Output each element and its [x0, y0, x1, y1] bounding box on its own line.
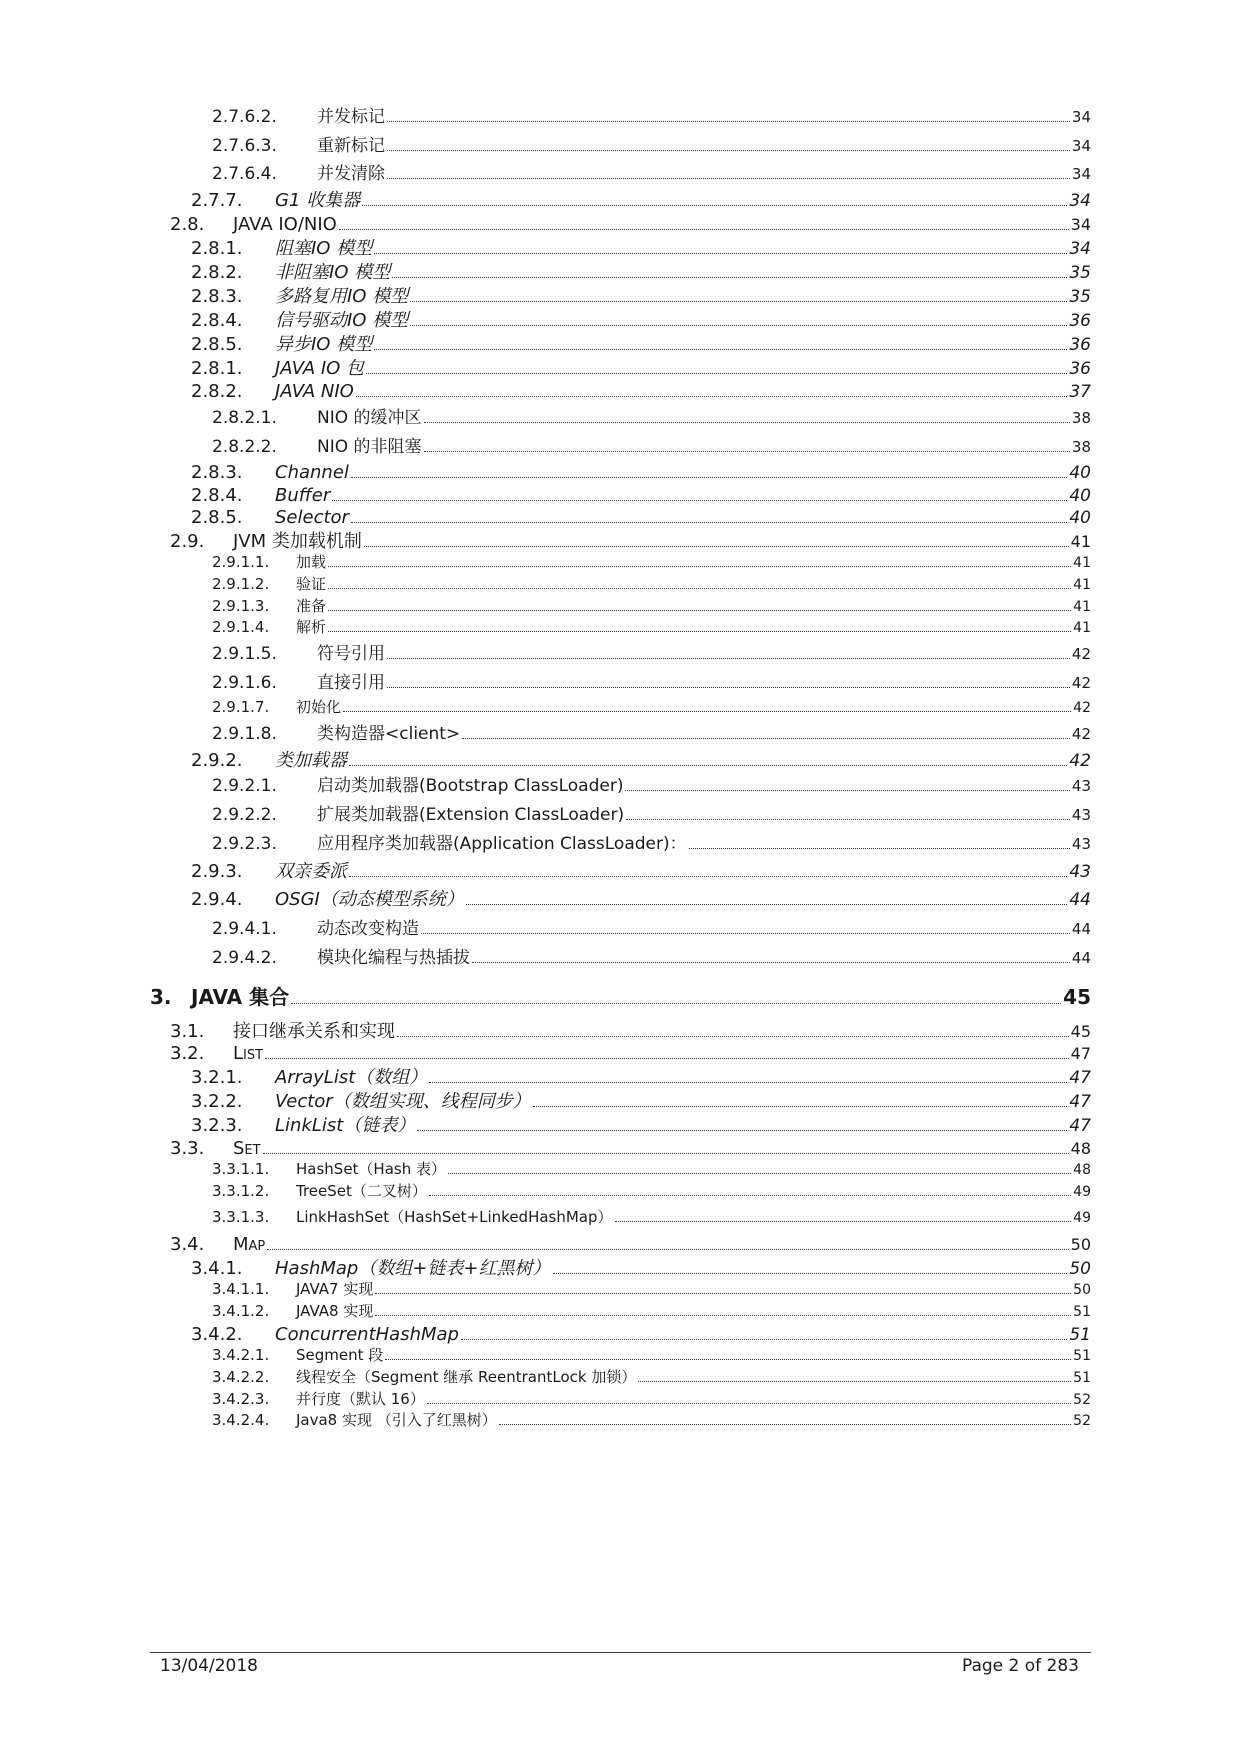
toc-dot-leader [625, 790, 1069, 791]
toc-entry-page: 43 [1071, 835, 1091, 853]
toc-dot-leader [263, 1153, 1069, 1154]
toc-entry-number: 3.3.1.1. [212, 1160, 270, 1178]
toc-entry-page: 41 [1073, 620, 1091, 636]
toc-entry[interactable] [212, 109, 1091, 126]
toc-entry-title: HashSet（Hash 表） [296, 1160, 446, 1178]
toc-entry[interactable] [191, 312, 1091, 330]
toc-entry[interactable] [212, 700, 1091, 715]
toc-entry-title: 模块化编程与热插拔 [317, 948, 470, 968]
toc-dot-leader [328, 588, 1071, 589]
toc-entry-number: 2.9.1.5. [212, 644, 277, 664]
toc-entry-page: 47 [1069, 1092, 1091, 1112]
toc-entry-number: 2.9.1.4. [212, 618, 270, 636]
toc-entry-title: 验证 [296, 575, 327, 593]
toc-entry-page: 42 [1069, 751, 1091, 771]
toc-entry-number: 2.8.2. [191, 381, 243, 402]
toc-entry-page: 51 [1073, 1348, 1091, 1364]
toc-entry[interactable] [212, 675, 1091, 692]
toc-entry-page: 49 [1073, 1184, 1091, 1200]
toc-entry-number: 3.4.2.3. [212, 1390, 270, 1408]
toc-dot-leader [328, 566, 1071, 567]
toc-entry-title: JAVA NIO [275, 381, 354, 402]
toc-dot-leader [374, 349, 1067, 350]
toc-entry-page: 45 [1063, 985, 1091, 1009]
toc-entry-number: 3.4.2. [191, 1324, 243, 1345]
toc-entry[interactable] [170, 1023, 1091, 1041]
toc-entry-number: 2.9.1.7. [212, 698, 270, 716]
toc-entry[interactable] [212, 620, 1091, 635]
toc-entry-title: Vector（数组实现、线程同步） [275, 1091, 531, 1112]
toc-entry-page: 36 [1069, 311, 1091, 331]
toc-dot-leader [387, 121, 1070, 122]
toc-entry-page: 34 [1071, 137, 1091, 155]
toc-entry-number: 3.1. [170, 1021, 205, 1042]
toc-entry-title: Java8 实现 （引入了红黑树） [296, 1411, 497, 1429]
toc-entry-title: 异步IO 模型 [275, 334, 373, 355]
toc-entry-title: JVM 类加载机制 [233, 531, 362, 552]
toc-entry-title: ArrayList（数组） [275, 1067, 428, 1088]
toc-dot-leader [499, 1424, 1071, 1425]
toc-entry-number: 3. [150, 985, 172, 1009]
toc-dot-leader [332, 500, 1067, 501]
toc-entry-title: Map [233, 1234, 266, 1255]
toc-dot-leader [387, 178, 1070, 179]
toc-entry-number: 3.4.1. [191, 1258, 243, 1279]
toc-dot-leader [328, 610, 1071, 611]
toc-entry[interactable] [191, 863, 1091, 881]
toc-entry[interactable] [212, 1392, 1091, 1407]
toc-entry-number: 3.4. [170, 1234, 205, 1255]
toc-entry-number: 2.8.2.1. [212, 408, 277, 428]
toc-entry[interactable] [170, 216, 1091, 234]
toc-entry-title: 直接引用 [317, 673, 385, 693]
toc-entry-number: 2.9.2.2. [212, 805, 277, 825]
toc-entry[interactable] [191, 1069, 1091, 1087]
toc-entry[interactable] [212, 1282, 1091, 1297]
toc-entry-page: 38 [1071, 438, 1091, 456]
toc-entry[interactable] [170, 533, 1091, 551]
toc-entry-page: 36 [1069, 335, 1091, 355]
toc-entry-title: 双亲委派 [275, 861, 347, 882]
toc-dot-leader [397, 1036, 1069, 1037]
toc-entry-title: G1 收集器 [275, 190, 361, 211]
toc-entry-number: 3.4.2.4. [212, 1411, 270, 1429]
toc-entry-number: 3.2.1. [191, 1067, 243, 1088]
toc-entry[interactable] [191, 1093, 1091, 1111]
toc-dot-leader [291, 1003, 1061, 1004]
toc-entry-page: 52 [1073, 1392, 1091, 1408]
toc-dot-leader [267, 1249, 1068, 1250]
toc-entry-number: 2.8.3. [191, 286, 243, 307]
toc-entry[interactable] [212, 836, 1091, 853]
toc-entry-number: 3.2.2. [191, 1091, 243, 1112]
toc-entry[interactable] [212, 1162, 1091, 1177]
toc-dot-leader [417, 1130, 1067, 1131]
toc-entry-title: JAVA7 实现 [296, 1280, 374, 1298]
toc-entry-number: 3.3. [170, 1138, 205, 1159]
toc-dot-leader [553, 1273, 1068, 1274]
toc-entry-title: List [233, 1043, 264, 1064]
toc-entry-page: 34 [1069, 191, 1091, 211]
toc-entry-page: 52 [1073, 1413, 1091, 1429]
toc-entry-number: 2.9.2.3. [212, 834, 277, 854]
toc-entry-title: 应用程序类加载器(Application ClassLoader)： [317, 834, 687, 854]
toc-entry-number: 2.9.4.2. [212, 948, 277, 968]
toc-entry-page: 44 [1069, 890, 1091, 910]
toc-entry[interactable] [191, 752, 1091, 770]
toc-entry-title: Selector [275, 507, 349, 528]
toc-dot-leader [461, 1339, 1067, 1340]
toc-dot-leader [339, 229, 1069, 230]
toc-entry[interactable] [191, 1326, 1091, 1344]
toc-entry-title: Buffer [275, 485, 331, 506]
toc-entry[interactable] [212, 1304, 1091, 1319]
toc-entry-number: 2.9.4. [191, 889, 243, 910]
toc-entry-page: 41 [1070, 532, 1091, 551]
toc-entry-page: 38 [1071, 409, 1091, 427]
toc-entry-page: 43 [1071, 777, 1091, 795]
toc-entry-page: 35 [1069, 287, 1091, 307]
toc-entry-title: 并行度（默认 16） [296, 1390, 425, 1408]
toc-entry[interactable] [212, 646, 1091, 663]
toc-entry-title: Channel [275, 462, 349, 483]
toc-entry-title: 并发标记 [317, 107, 385, 127]
toc-dot-leader [374, 253, 1067, 254]
toc-entry-number: 2.9. [170, 531, 205, 552]
toc-dot-leader [375, 1315, 1071, 1316]
toc-entry-title: Set [233, 1138, 261, 1159]
toc-entry[interactable] [212, 807, 1091, 824]
toc-entry-title: 多路复用IO 模型 [275, 286, 409, 307]
toc-entry-page: 50 [1069, 1259, 1091, 1279]
toc-entry-title: JAVA IO/NIO [233, 214, 337, 235]
toc-entry-title: TreeSet（二叉树） [296, 1182, 427, 1200]
footer-divider [150, 1652, 1091, 1653]
toc-entry-page: 43 [1069, 862, 1091, 882]
toc-entry-title: 非阻塞IO 模型 [275, 262, 391, 283]
toc-entry-number: 2.7.6.4. [212, 164, 277, 184]
toc-entry-page: 48 [1070, 1139, 1091, 1158]
toc-entry-number: 2.9.2. [191, 750, 243, 771]
toc-dot-leader [351, 477, 1067, 478]
toc-entry-title: 并发清除 [317, 164, 385, 184]
toc-entry-page: 48 [1073, 1162, 1091, 1178]
toc-entry[interactable] [191, 464, 1091, 482]
toc-dot-leader [689, 848, 1070, 849]
toc-entry-title: LinkHashSet（HashSet+LinkedHashMap） [296, 1208, 613, 1226]
toc-entry-page: 41 [1073, 555, 1091, 571]
toc-dot-leader [392, 277, 1067, 278]
toc-entry[interactable] [212, 577, 1091, 592]
toc-entry-number: 2.8.2.2. [212, 437, 277, 457]
toc-entry-page: 35 [1069, 263, 1091, 283]
toc-entry-number: 2.8.1. [191, 238, 243, 259]
toc-entry[interactable] [191, 1117, 1091, 1135]
toc-dot-leader [533, 1106, 1068, 1107]
toc-entry[interactable] [191, 1260, 1091, 1278]
toc-entry-number: 2.9.1.1. [212, 553, 270, 571]
toc-entry-title: HashMap（数组+链表+红黑树） [275, 1258, 551, 1279]
toc-dot-leader [427, 1403, 1071, 1404]
toc-dot-leader [387, 687, 1070, 688]
toc-entry-title: 解析 [296, 618, 327, 636]
toc-entry[interactable] [212, 166, 1091, 183]
toc-entry-number: 2.8.2. [191, 262, 243, 283]
toc-entry[interactable] [212, 950, 1091, 967]
toc-entry-number: 2.8.4. [191, 310, 243, 331]
toc-entry-title: 初始化 [296, 698, 342, 716]
toc-dot-leader [385, 1359, 1071, 1360]
toc-dot-leader [356, 396, 1068, 397]
toc-entry[interactable] [191, 240, 1091, 258]
toc-dot-leader [421, 933, 1070, 934]
toc-entry-number: 2.8.3. [191, 462, 243, 483]
toc-dot-leader [466, 904, 1068, 905]
toc-entry[interactable] [212, 1184, 1091, 1199]
toc-dot-leader [424, 422, 1070, 423]
toc-dot-leader [448, 1173, 1071, 1174]
toc-entry-title: ConcurrentHashMap [275, 1324, 459, 1345]
toc-dot-leader [472, 962, 1070, 963]
toc-entry-page: 40 [1069, 486, 1091, 506]
toc-entry-number: 3.2.3. [191, 1115, 243, 1136]
toc-entry[interactable] [191, 509, 1091, 527]
toc-entry-number: 3.4.2.1. [212, 1346, 270, 1364]
toc-dot-leader [387, 658, 1070, 659]
footer-date: 13/04/2018 [160, 1656, 258, 1676]
toc-entry-page: 34 [1070, 215, 1091, 234]
toc-entry-page: 51 [1069, 1325, 1091, 1345]
toc-entry-number: 2.8.1. [191, 358, 243, 379]
toc-entry-title: 类构造器<client> [317, 724, 461, 744]
toc-entry-title: JAVA 集合 [191, 985, 290, 1009]
toc-entry[interactable] [212, 1413, 1091, 1428]
toc-entry-page: 42 [1071, 725, 1091, 743]
toc-entry-number: 2.7.6.2. [212, 107, 277, 127]
toc-entry-title: 重新标记 [317, 136, 385, 156]
toc-entry-number: 3.4.1.1. [212, 1280, 270, 1298]
toc-entry-title: 加载 [296, 553, 327, 571]
toc-entry-number: 2.7.7. [191, 190, 243, 211]
toc-entry-title: JAVA IO 包 [275, 358, 365, 379]
toc-entry-page: 44 [1071, 949, 1091, 967]
toc-entry-page: 42 [1071, 674, 1091, 692]
toc-entry-page: 36 [1069, 359, 1091, 379]
toc-entry-number: 2.9.1.6. [212, 673, 277, 693]
toc-entry[interactable] [191, 288, 1091, 306]
toc-entry-page: 34 [1069, 239, 1091, 259]
toc-entry-number: 2.9.3. [191, 861, 243, 882]
toc-entry-page: 34 [1071, 165, 1091, 183]
toc-entry-title: Segment 段 [296, 1346, 384, 1364]
toc-dot-leader [410, 301, 1067, 302]
toc-entry[interactable] [212, 726, 1091, 743]
toc-entry[interactable] [191, 360, 1091, 378]
toc-entry-title: 符号引用 [317, 644, 385, 664]
toc-entry-page: 41 [1073, 577, 1091, 593]
toc-entry-page: 51 [1073, 1370, 1091, 1386]
toc-dot-leader [387, 150, 1070, 151]
toc-entry[interactable] [191, 891, 1091, 909]
toc-dot-leader [328, 631, 1071, 632]
toc-entry-page: 41 [1073, 599, 1091, 615]
toc-entry-number: 2.9.1.3. [212, 597, 270, 615]
toc-entry-title: 准备 [296, 597, 327, 615]
toc-dot-leader [364, 546, 1069, 547]
toc-entry-page: 44 [1071, 920, 1091, 938]
toc-entry-number: 3.4.1.2. [212, 1302, 270, 1320]
toc-entry-page: 34 [1071, 108, 1091, 126]
toc-dot-leader [349, 765, 1067, 766]
toc-entry-page: 47 [1069, 1116, 1091, 1136]
toc-entry-number: 2.8.5. [191, 507, 243, 528]
toc-entry-title: 类加载器 [275, 750, 347, 771]
toc-entry[interactable] [191, 192, 1091, 210]
toc-entry-page: 47 [1069, 1068, 1091, 1088]
toc-dot-leader [626, 819, 1070, 820]
toc-entry-page: 49 [1073, 1210, 1091, 1226]
toc-dot-leader [410, 325, 1067, 326]
toc-entry[interactable] [212, 921, 1091, 938]
toc-entry[interactable] [212, 439, 1091, 456]
toc-entry[interactable] [212, 410, 1091, 427]
toc-entry-number: 2.9.4.1. [212, 919, 277, 939]
toc-entry-number: 2.7.6.3. [212, 136, 277, 156]
toc-dot-leader [351, 522, 1067, 523]
toc-entry-title: 信号驱动IO 模型 [275, 310, 409, 331]
toc-dot-leader [265, 1058, 1069, 1059]
toc-entry-page: 40 [1069, 508, 1091, 528]
toc-entry-number: 3.3.1.2. [212, 1182, 270, 1200]
toc-entry-title: JAVA8 实现 [296, 1302, 374, 1320]
toc-entry[interactable] [212, 1210, 1091, 1225]
toc-dot-leader [462, 738, 1070, 739]
toc-entry-title: 阻塞IO 模型 [275, 238, 373, 259]
toc-entry[interactable] [212, 138, 1091, 155]
toc-entry-number: 2.8. [170, 214, 205, 235]
toc-entry-title: OSGI（动态模型系统） [275, 889, 464, 910]
toc-entry-title: 线程安全（Segment 继承 ReentrantLock 加锁） [296, 1368, 637, 1386]
toc-entry[interactable] [212, 778, 1091, 795]
toc-entry-title: 扩展类加载器(Extension ClassLoader) [317, 805, 625, 825]
toc-entry[interactable] [191, 264, 1091, 282]
toc-entry-number: 2.9.1.2. [212, 575, 270, 593]
toc-entry-title: 启动类加载器(Bootstrap ClassLoader) [317, 776, 624, 796]
toc-dot-leader [343, 711, 1071, 712]
toc-entry-title: 动态改变构造 [317, 919, 419, 939]
toc-entry-page: 37 [1069, 382, 1091, 402]
toc-entry-title: 接口继承关系和实现 [233, 1021, 395, 1042]
toc-entry-page: 50 [1070, 1235, 1091, 1254]
toc-dot-leader [349, 876, 1067, 877]
toc-entry[interactable] [191, 336, 1091, 354]
toc-entry-title: NIO 的非阻塞 [317, 437, 422, 457]
toc-entry-number: 2.9.1.8. [212, 724, 277, 744]
toc-entry[interactable] [212, 599, 1091, 614]
toc-dot-leader [429, 1082, 1067, 1083]
toc-entry[interactable] [170, 1140, 1091, 1158]
toc-entry-number: 2.8.4. [191, 485, 243, 506]
toc-entry-number: 3.3.1.3. [212, 1208, 270, 1226]
toc-entry[interactable] [212, 1370, 1091, 1385]
toc-entry-number: 3.4.2.2. [212, 1368, 270, 1386]
toc-entry[interactable] [191, 487, 1091, 505]
toc-entry[interactable] [212, 1348, 1091, 1363]
footer-page-number: Page 2 of 283 [961, 1656, 1079, 1676]
toc-entry-page: 47 [1070, 1044, 1091, 1063]
toc-entry-page: 45 [1070, 1022, 1091, 1041]
toc-entry-title: NIO 的缓冲区 [317, 408, 422, 428]
toc-entry-page: 51 [1073, 1304, 1091, 1320]
toc-entry-number: 3.2. [170, 1043, 205, 1064]
toc-entry[interactable] [170, 1236, 1091, 1254]
toc-dot-leader [429, 1195, 1071, 1196]
toc-dot-leader [638, 1381, 1071, 1382]
toc-dot-leader [615, 1221, 1072, 1222]
toc-entry[interactable] [170, 1045, 1091, 1063]
toc-entry-page: 50 [1073, 1282, 1091, 1298]
toc-entry-title: LinkList（链表） [275, 1115, 416, 1136]
toc-entry-number: 2.8.5. [191, 334, 243, 355]
toc-entry-page: 40 [1069, 463, 1091, 483]
toc-dot-leader [362, 205, 1067, 206]
toc-entry-page: 43 [1071, 806, 1091, 824]
toc-entry[interactable] [150, 987, 1091, 1007]
toc-entry-number: 2.9.2.1. [212, 776, 277, 796]
toc-entry[interactable] [191, 383, 1091, 401]
toc-dot-leader [366, 373, 1067, 374]
toc-dot-leader [375, 1293, 1071, 1294]
toc-entry[interactable] [212, 555, 1091, 570]
toc-dot-leader [424, 451, 1070, 452]
toc-entry-page: 42 [1073, 700, 1091, 716]
toc-entry-page: 42 [1071, 645, 1091, 663]
